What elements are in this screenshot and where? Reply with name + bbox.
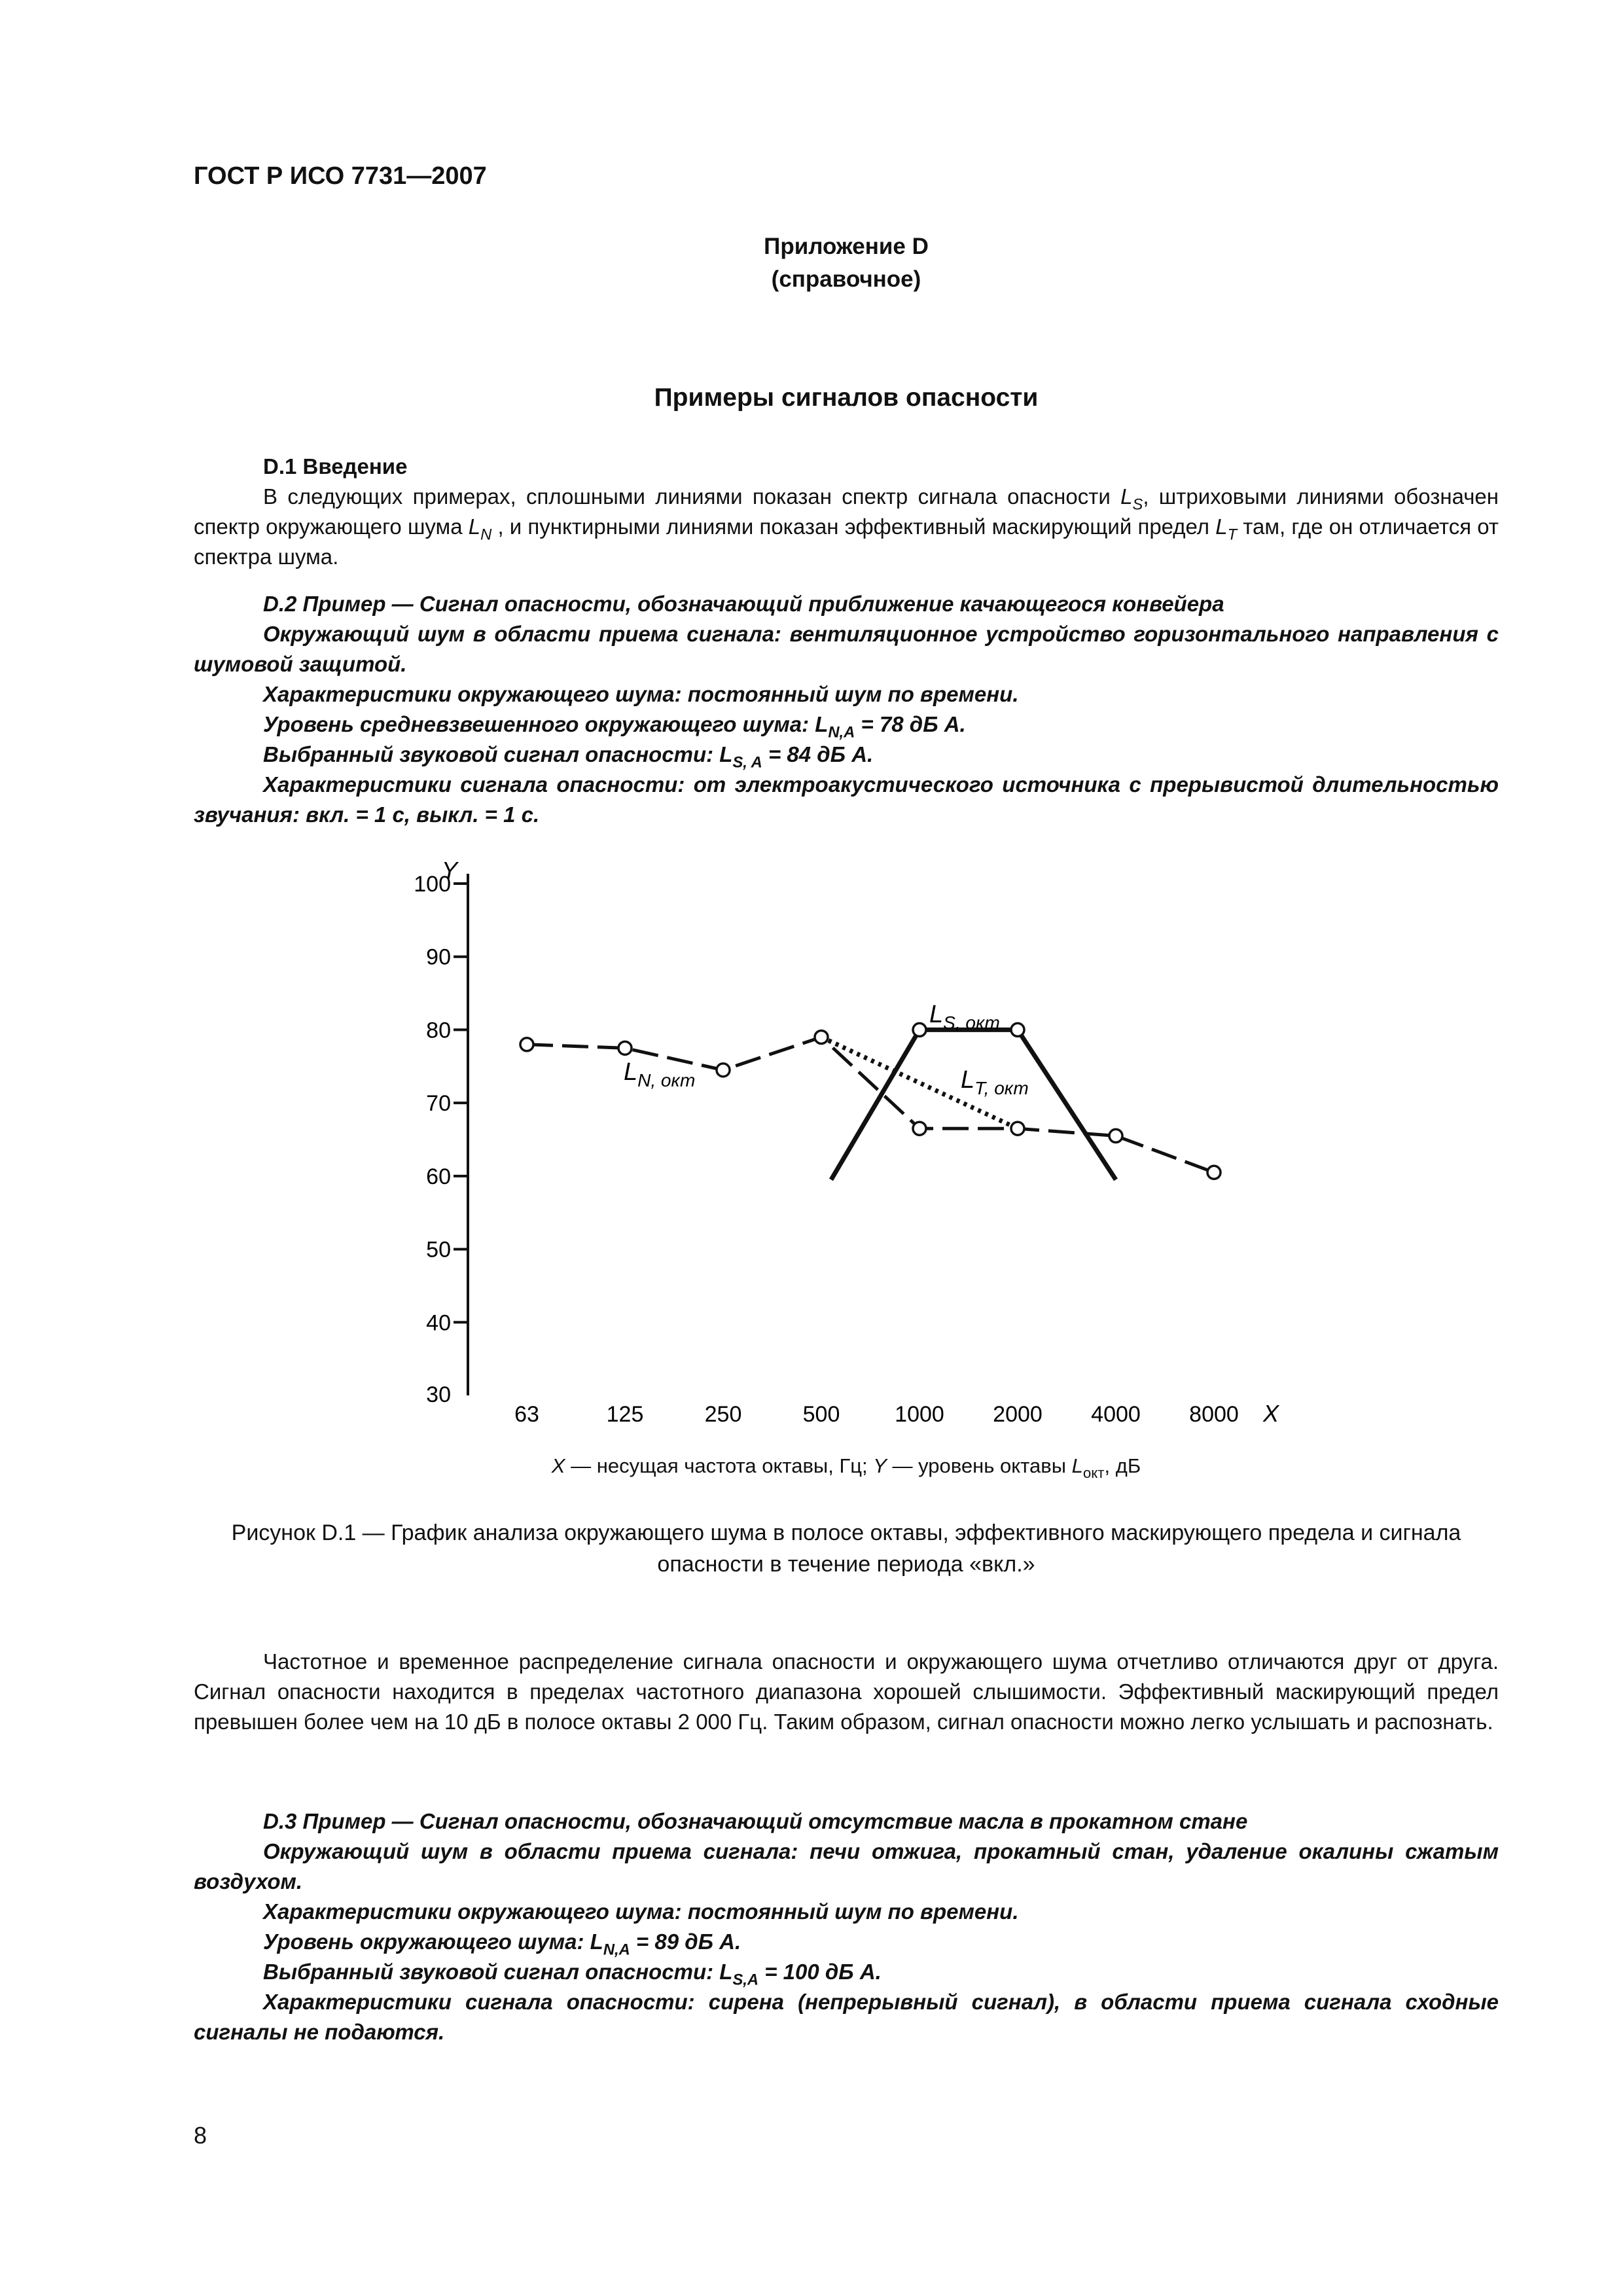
ln-point [717, 1064, 730, 1077]
series-ls-line [831, 1030, 1116, 1179]
x-tick-label: 250 [704, 1402, 742, 1427]
y-tick-label: 90 [426, 944, 451, 970]
x-axis-label: X [1263, 1400, 1279, 1427]
y-axis-label: Y [442, 857, 458, 884]
x-tick-label: 4000 [1091, 1402, 1141, 1427]
section-d2-heading: D.2 Пример — Сигнал опасности, обозначающий приближение качающегося конвейера [263, 592, 1224, 616]
ln-point [1207, 1166, 1221, 1179]
y-tick-label: 30 [426, 1382, 451, 1407]
y-tick-label: 50 [426, 1237, 451, 1263]
ln-point [520, 1038, 533, 1051]
section-d2 [194, 589, 1499, 830]
y-tick-label: 100 [414, 872, 451, 897]
section-d2-line2: Характеристики окружающего шума: постоянный шум по времени. [263, 682, 1019, 706]
x-tick-label: 500 [802, 1402, 840, 1427]
section-d3-line3: Уровень окружающего шума: $L_{N,A} = 89$ дБ А. [263, 1929, 741, 1959]
text-after-figure [194, 1647, 1499, 1737]
y-tick-label: 80 [426, 1018, 451, 1043]
ln-point [815, 1031, 828, 1044]
x-tick-label: 1000 [895, 1402, 944, 1427]
x-tick-label: 125 [606, 1402, 644, 1427]
y-tick-label: 60 [426, 1164, 451, 1189]
section-d3-heading: D.3 Пример — Сигнал опасности, обозначающий отсутствие масла в прокатном стане [263, 1809, 1248, 1833]
page-number: 8 [194, 2122, 207, 2149]
appendix-label: Приложение D [764, 234, 929, 259]
section-d3-line1: Окружающий шум в области приема сигнала: печи отжига, прокатный стан, удаление окалины сжатым воздухом. [194, 1839, 1499, 1893]
section-d1-text: В следующих примерах, сплошными линиями показан спектр сигнала опасности $L_S$, штриховыми линиями обозначен спектр окружающего шума $L_N$ , и пунктирными линиями показан эффективный маскирующий предел $L_T$ там, где он отличается от спектра шума. [194, 484, 1499, 569]
y-tick-label: 40 [426, 1310, 451, 1336]
y-tick-label: 70 [426, 1091, 451, 1117]
ls-point [1011, 1023, 1024, 1036]
figure-caption: Рисунок D.1 — График анализа окружающего шума в полосе октавы, эффективного маскирующего предела и сигнала опасности в течение периода «вкл.» [231, 1520, 1461, 1577]
x-tick-label: 8000 [1189, 1402, 1239, 1427]
page-title: Примеры сигналов опасности [654, 384, 1039, 412]
ln-series-label: $L_{N, окт}$ [624, 1058, 696, 1090]
ls-series-label: $L_{S, окт}$ [929, 1001, 1000, 1033]
text-after-figure-paragraph: Частотное и временное распределение сигнала опасности и окружающего шума отчетливо отличаются друг от друга. Сигнал опасности находится в пределах частотного диапазона хорошей слышимости. Эффективный маскирующий предел превышен более чем на 10 дБ в полосе октавы 2 000 Гц. Таким образом, сигнал опасности можно легко услышать и распознать. [194, 1649, 1499, 1734]
series-ln-line [527, 1037, 1214, 1173]
section-d2-line5: Характеристики сигнала опасности: от электроакустического источника с прерывистой длительностью звучания: вкл. = 1 с, выкл. = 1 с. [194, 772, 1499, 827]
figure-legend: X — несущая частота октавы, Гц; Y — уровень октавы $L_{окт}$, дБ [551, 1454, 1141, 1481]
x-tick-label: 63 [514, 1402, 539, 1427]
ln-point [618, 1041, 632, 1054]
document-header: ГОСТ Р ИСО 7731—2007 [194, 162, 487, 190]
lt-series-label: $L_{T, окт}$ [961, 1066, 1029, 1098]
ln-point [1011, 1122, 1024, 1135]
ls-point [913, 1023, 926, 1036]
section-d1-heading: D.1 Введение [263, 454, 408, 478]
section-d3-line5: Характеристики сигнала опасности: сирена (непрерывный сигнал), в области приема сигнала сходные сигналы не подаются. [194, 1990, 1499, 2044]
section-d3 [194, 1806, 1499, 2047]
section-d3-line4: Выбранный звуковой сигнал опасности: $L_{S,A} = 100$ дБ А. [263, 1960, 882, 1989]
section-d2-line4: Выбранный звуковой сигнал опасности: $L_{S, A} = 84$ дБ А. [263, 742, 874, 772]
section-d3-line2: Характеристики окружающего шума: постоянный шум по времени. [263, 1899, 1019, 1924]
octave-chart [393, 851, 1296, 1440]
appendix-type: (справочное) [771, 266, 921, 292]
x-tick-label: 2000 [993, 1402, 1043, 1427]
section-d1 [194, 452, 1499, 572]
section-d2-line1: Окружающий шум в области приема сигнала: вентиляционное устройство горизонтального направления с шумовой защитой. [194, 622, 1499, 676]
ln-point [1109, 1129, 1122, 1142]
section-d2-line3: Уровень средневзвешенного окружающего шума: $L_{N,A} = 78$ дБ А. [263, 712, 966, 742]
appendix-heading [194, 230, 1499, 296]
ln-point [913, 1122, 926, 1135]
